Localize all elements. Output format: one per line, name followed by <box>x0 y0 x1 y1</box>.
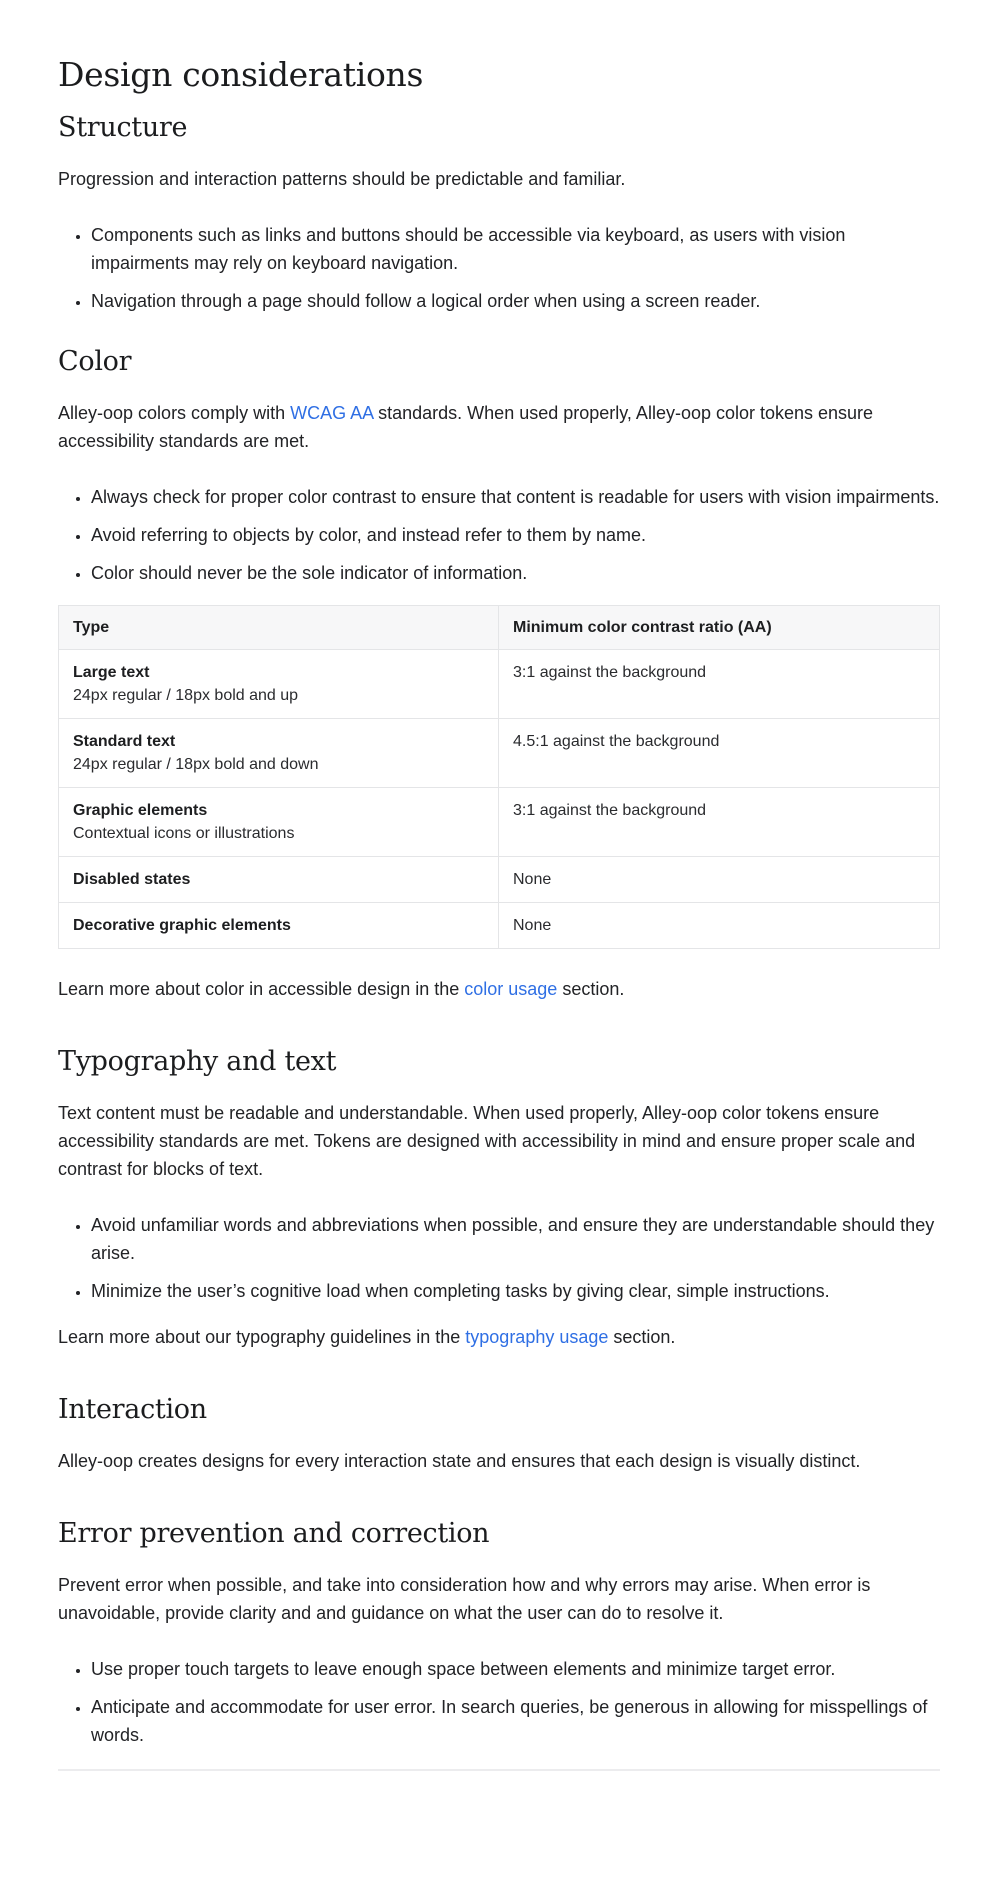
color-intro-text-end: standards. When used properly, Alley-oop color tokens ensure accessibility standards are met. <box>58 403 874 451</box>
structure-intro: Progression and interaction patterns should be predictable and familiar. <box>58 169 626 189</box>
type-description: 24px regular / 18px bold and down <box>73 756 319 773</box>
type-cell <box>59 650 499 719</box>
type-name: Decorative graphic elements <box>73 917 291 934</box>
type-cell <box>59 788 499 857</box>
color-intro <box>58 399 940 455</box>
list-item: • Avoid referring to objects by color, and instead refer to them by name. <box>91 521 940 549</box>
type-name: Standard text <box>73 733 176 750</box>
list-item: • Always check for proper color contrast to ensure that content is readable for users with vision impairments. <box>91 483 940 511</box>
type-description: Contextual icons or illustrations <box>73 825 295 842</box>
color-intro-text: Alley-oop colors comply with <box>58 403 291 423</box>
structure-bullet-list <box>58 221 940 315</box>
section-heading-color: Color <box>58 346 132 377</box>
interaction-intro: Alley-oop creates designs for every interaction state and ensures that each design is visually distinct. <box>58 1451 861 1471</box>
type-cell <box>59 857 499 903</box>
page-title: Design considerations <box>58 55 424 94</box>
color-bullet-list <box>58 483 940 587</box>
list-item: • Use proper touch targets to leave enough space between elements and minimize target error. <box>91 1655 940 1683</box>
section-heading-typography: Typography and text <box>58 1046 337 1077</box>
type-cell <box>59 903 499 949</box>
list-item: • Avoid unfamiliar words and abbreviations when possible, and ensure they are understandable should they arise. <box>91 1211 940 1267</box>
list-item: • Anticipate and accommodate for user error. In search queries, be generous in allowing for misspellings of words. <box>91 1693 940 1749</box>
section-typography <box>58 1043 940 1351</box>
ratio-cell: None <box>499 857 940 903</box>
learn-more-text-end: section. <box>557 979 625 999</box>
error-bullet-list <box>58 1655 940 1749</box>
section-heading-structure: Structure <box>58 112 188 143</box>
section-structure <box>58 109 940 315</box>
ratio-cell: 3:1 against the background <box>499 788 940 857</box>
column-header-ratio: Minimum color contrast ratio (AA) <box>499 606 940 650</box>
error-intro: Prevent error when possible, and take into consideration how and why errors may arise. When error is unavoidable, provide clarity and and guidance on what the user can do to resolve it. <box>58 1575 871 1623</box>
table-row <box>59 650 940 719</box>
ratio-cell: None <box>499 903 940 949</box>
learn-more-text: Learn more about color in accessible design in the <box>58 979 465 999</box>
column-header-type: Type <box>59 606 499 650</box>
ratio-cell: 3:1 against the background <box>499 650 940 719</box>
typography-bullet-list <box>58 1211 940 1305</box>
type-cell <box>59 719 499 788</box>
learn-more-text: Learn more about our typography guidelines in the <box>58 1327 466 1347</box>
type-name: Graphic elements <box>73 802 208 819</box>
section-interaction <box>58 1391 940 1475</box>
learn-more-text-end: section. <box>608 1327 676 1347</box>
contrast-ratio-table <box>58 605 940 949</box>
list-item: • Color should never be the sole indicator of information. <box>91 559 940 587</box>
wcag-aa-link[interactable]: WCAG AA <box>290 403 374 423</box>
type-description: 24px regular / 18px bold and up <box>73 687 299 704</box>
typography-intro: Text content must be readable and understandable. When used properly, Alley-oop color tokens ensure accessibility standards are met. Tokens are designed with accessibility in mind and ensure proper scale and contrast for blocks of text. <box>58 1103 916 1179</box>
section-error-prevention <box>58 1515 940 1749</box>
list-item: • Minimize the user’s cognitive load when completing tasks by giving clear, simple instructions. <box>91 1277 940 1305</box>
table-row <box>59 788 940 857</box>
section-color <box>58 343 940 1003</box>
typography-usage-link[interactable]: typography usage <box>465 1327 609 1347</box>
type-name: Disabled states <box>73 871 191 888</box>
list-item: • Navigation through a page should follow a logical order when using a screen reader. <box>91 287 940 315</box>
typography-learn-more <box>58 1323 940 1351</box>
section-heading-error-prevention: Error prevention and correction <box>58 1518 490 1549</box>
table-row <box>59 719 940 788</box>
divider <box>58 1769 940 1771</box>
type-name: Large text <box>73 664 150 681</box>
table-header-row <box>59 606 940 650</box>
table-row <box>59 903 940 949</box>
color-usage-link[interactable]: color usage <box>464 979 558 999</box>
list-item: • Components such as links and buttons should be accessible via keyboard, as users with vision impairments may rely on keyboard navigation. <box>91 221 940 277</box>
ratio-cell: 4.5:1 against the background <box>499 719 940 788</box>
section-heading-interaction: Interaction <box>58 1394 207 1425</box>
color-learn-more <box>58 975 940 1003</box>
table-row <box>59 857 940 903</box>
